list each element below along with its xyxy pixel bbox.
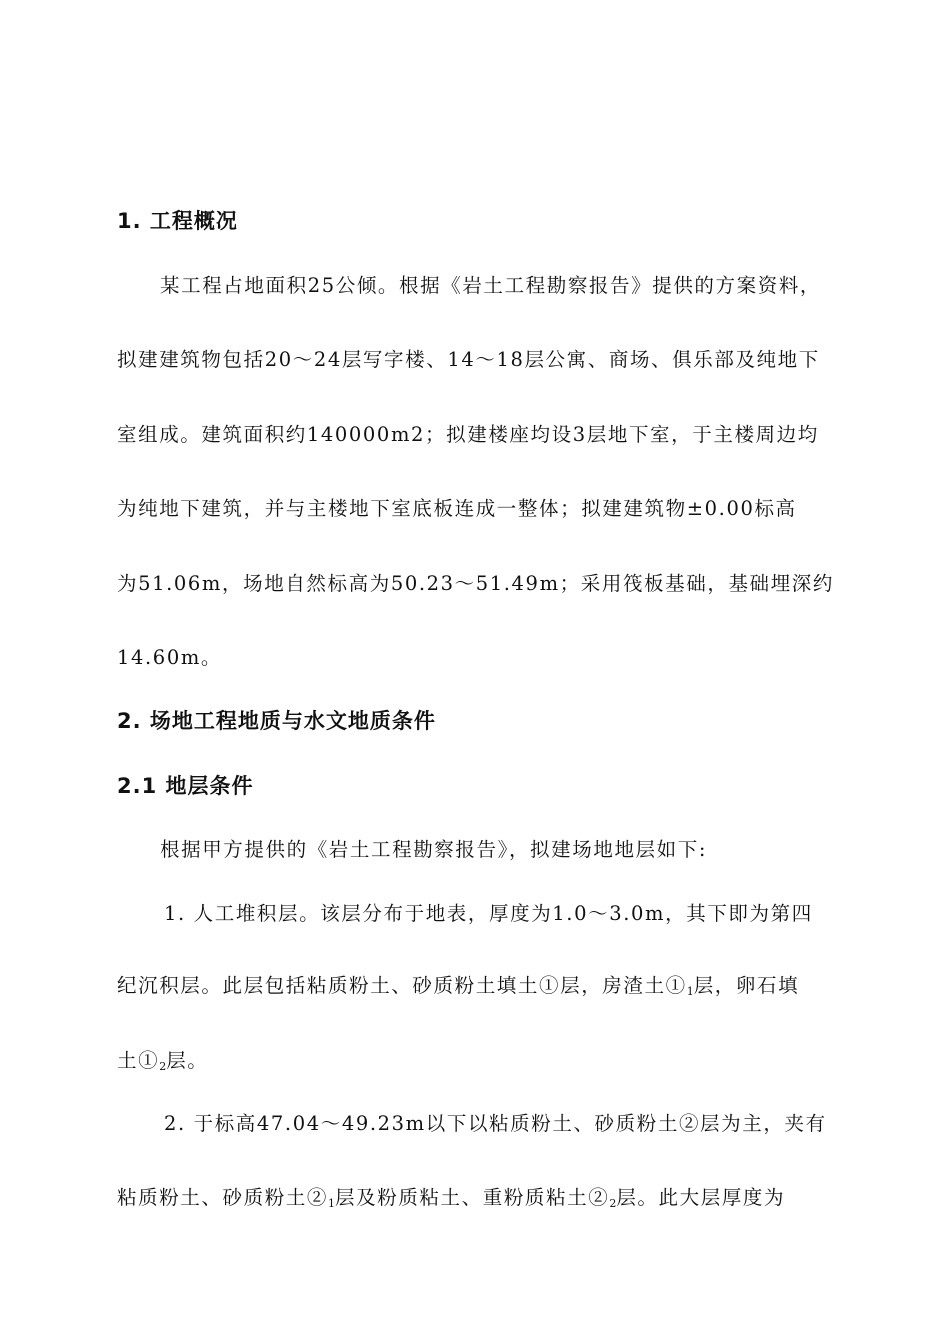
section-2-title: 2. 场地工程地质与水文地质条件 xyxy=(117,709,436,733)
subscript: 2 xyxy=(159,1060,167,1073)
text-run: 层，卵石填 xyxy=(693,974,800,997)
text-run: 层。此大层厚度为 xyxy=(616,1186,786,1209)
paragraph-line xyxy=(117,972,857,1006)
paragraph-line xyxy=(117,1047,857,1081)
text-run: 层。 xyxy=(166,1049,209,1072)
text-run: 层及粉质粘土、重粉质粘土② xyxy=(335,1186,610,1209)
paragraph-line: 1. 人工堆积层。该层分布于地表，厚度为1.0～3.0m，其下即为第四 xyxy=(164,902,813,925)
paragraph-line: 某工程占地面积25公倾。根据《岩土工程勘察报告》提供的方案资料， xyxy=(160,274,822,297)
paragraph-line: 拟建建筑物包括20～24层写字楼、14～18层公寓、商场、俱乐部及纯地下 xyxy=(117,348,820,371)
paragraph-line: 根据甲方提供的《岩土工程勘察报告》，拟建场地地层如下: xyxy=(160,838,708,861)
paragraph-line: 为51.06m，场地自然标高为50.23～51.49m；采用筏板基础，基础埋深约 xyxy=(117,572,834,595)
paragraph-line: 室组成。建筑面积约140000m2；拟建楼座均设3层地下室，于主楼周边均 xyxy=(117,423,819,446)
paragraph-line: 2. 于标高47.04～49.23m以下以粘质粉土、砂质粉土②层为主，夹有 xyxy=(164,1112,827,1135)
section-1-title: 1. 工程概况 xyxy=(117,209,238,233)
paragraph-line: 14.60m。 xyxy=(117,646,223,669)
text-run: 粘质粉土、砂质粉土② xyxy=(117,1186,329,1209)
subscript: 1 xyxy=(328,1197,336,1210)
text-run: 纪沉积层。此层包括粘质粉土、砂质粉土填土①层，房渣土① xyxy=(117,974,687,997)
subscript: 1 xyxy=(686,985,694,998)
paragraph-line xyxy=(117,1184,857,1218)
text-run: 土① xyxy=(117,1049,160,1072)
section-2-1-title: 2.1 地层条件 xyxy=(117,774,254,798)
subscript: 2 xyxy=(609,1197,617,1210)
paragraph-line: 为纯地下建筑，并与主楼地下室底板连成一整体；拟建建筑物±0.00标高 xyxy=(117,497,797,520)
